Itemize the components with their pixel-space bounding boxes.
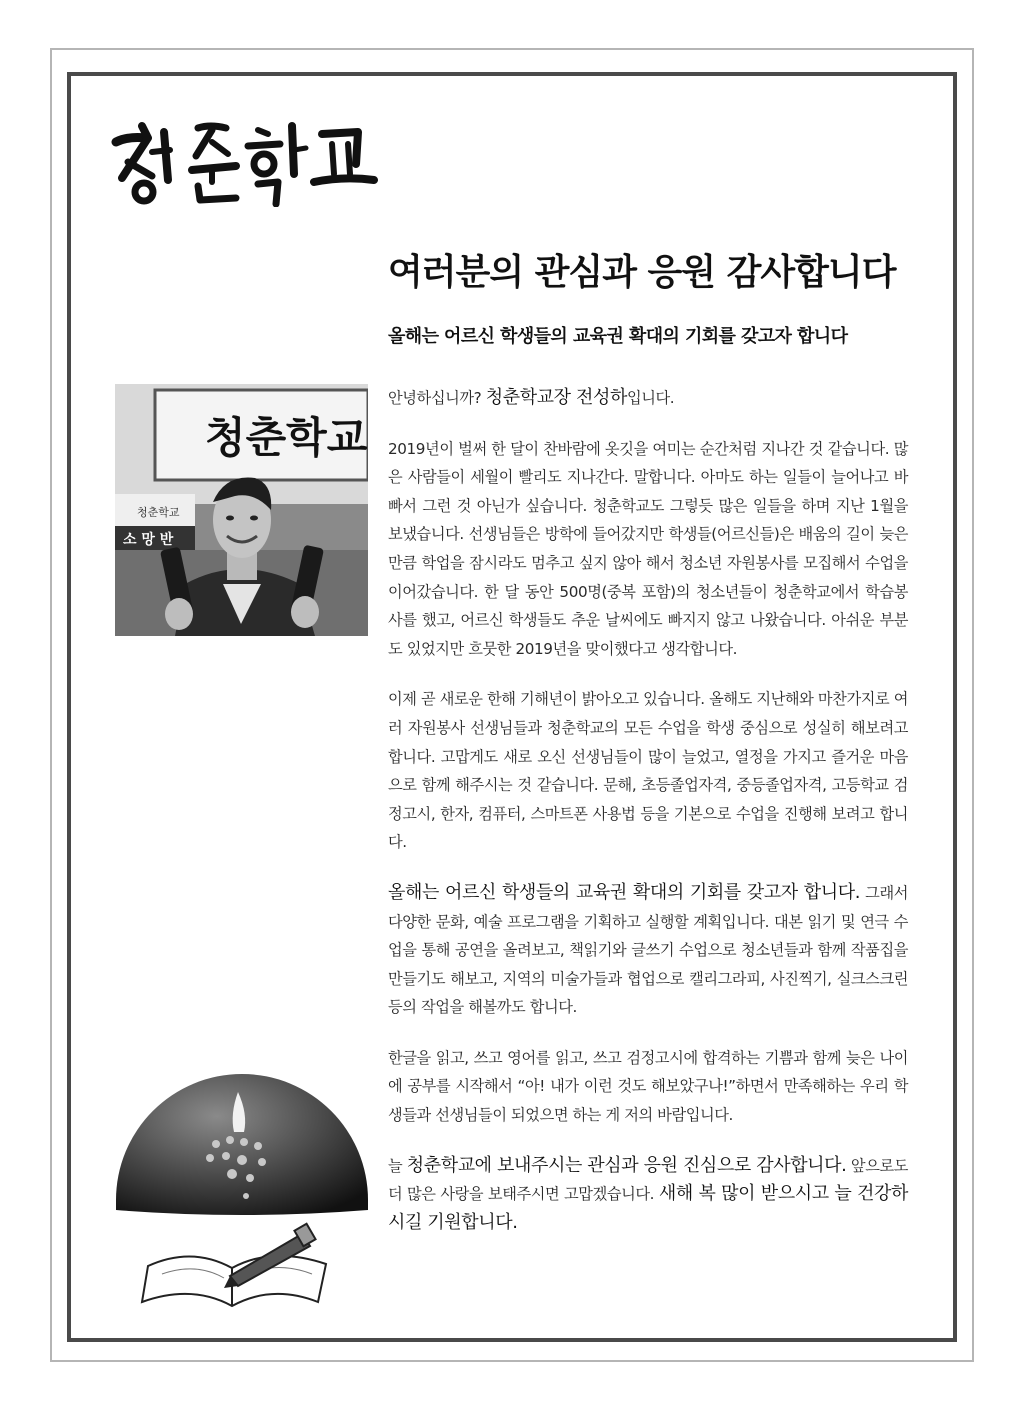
greeting-name: 청춘학교장 전성하 — [485, 387, 627, 408]
photo-small-sign: 청춘학교 — [137, 506, 180, 519]
paragraph-4: 한글을 읽고, 쓰고 영어를 읽고, 쓰고 검정고시에 합격하는 기쁨과 함께 늦은 나이에 공부를 시작해서 “아! 내가 이런 것도 해보았구나!”하면서 만족해하는 우리 학생들과 선생님들이 되었으면 하는 게 저의 바람입니다. — [388, 1048, 908, 1125]
headline: 여러분의 관심과 응원 감사합니다 — [388, 252, 896, 293]
lightbulb-book-illustration — [112, 1070, 372, 1310]
principal-photo — [115, 384, 368, 636]
closing-emphasis-1: 청춘학교에 보내주시는 관심과 응원 진심으로 감사합니다. — [406, 1154, 847, 1176]
closing: 늘 청춘학교에 보내주시는 관심과 응원 진심으로 감사합니다. 앞으로도 더 많은 사랑을 보태주시면 고맙겠습니다. 새해 복 많이 받으시고 늘 건강하시길 기원합니다. — [388, 1154, 909, 1233]
photo-sign-text: 청춘학교 — [205, 413, 368, 462]
paragraph-1: 2019년이 벌써 한 달이 찬바람에 옷깃을 여미는 순간처럼 지나간 것 같습니다. 많은 사람들이 세월이 빨리도 지나간다. 말합니다. 아마도 하는 일들이 늘어나고 바빠서 그런 것 아닌가 싶습니다. 청춘학교도 그렇듯 많은 일들을 하며 지난 1월을 보냈습니다. 선생님들은 방학에 들어갔지만 학생들(어르신들)은 배움의 길이 늦은 만큼 학업을 잠시라도 멈추고 싶지 않아 해서 청소년 자원봉사를 모집해서 수업을 이어갔습니다. 한 달 동안 500명(중복 포함)의 청소년들이 청춘학교에서 학습봉사를 했고, 어르신 학생들도 추운 날씨에도 빠지지 않고 나왔습니다. 아쉬운 부분도 있었지만 흐뭇한 2019년을 맞이했다고 생각합니다. — [388, 439, 908, 658]
paragraph-3: 올해는 어르신 학생들의 교육권 확대의 기회를 갖고자 합니다. 그래서 다양한 문화, 예술 프로그램을 기획하고 실행할 계획입니다. 대본 읽기 및 연극 수업을 통해 공연을 올려보고, 책읽기와 글쓰기 수업으로 청소년들과 함께 작품집을 만들기도 해보고, 지역의 미술가들과 협업으로 캘리그라피, 사진찍기, 실크스크린 등의 작업을 해볼까도 합니다. — [388, 881, 908, 1017]
subheadline: 올해는 어르신 학생들의 교육권 확대의 기회를 갖고자 합니다 — [388, 326, 848, 347]
letter-body — [388, 384, 908, 1259]
calligraphy-logo — [108, 112, 378, 207]
greeting: 안녕하십니까? 청춘학교장 전성하입니다. — [388, 387, 675, 408]
closing-emphasis-2: 새해 복 많이 받으시고 늘 건강하시길 기원합니다. — [388, 1183, 908, 1233]
photo-class-sign: 소 망 반 — [123, 532, 174, 548]
paragraph-3-emphasis: 올해는 어르신 학생들의 교육권 확대의 기회를 갖고자 합니다. — [388, 881, 861, 903]
paragraph-2: 이제 곧 새로운 한해 기해년이 밝아오고 있습니다. 올해도 지난해와 마찬가지로 여러 자원봉사 선생님들과 청춘학교의 모든 수업을 학생 중심으로 성실히 해보려고 합니다. 고맙게도 새로 오신 선생님들이 많이 늘었고, 열정을 가지고 즐거운 마음으로 함께 해주시는 것 같습니다. 문해, 초등졸업자격, 중등졸업자격, 고등학교 검정고시, 한자, 컴퓨터, 스마트폰 사용법 등을 기본으로 수업을 진행해 보려고 합니다. — [388, 690, 908, 852]
